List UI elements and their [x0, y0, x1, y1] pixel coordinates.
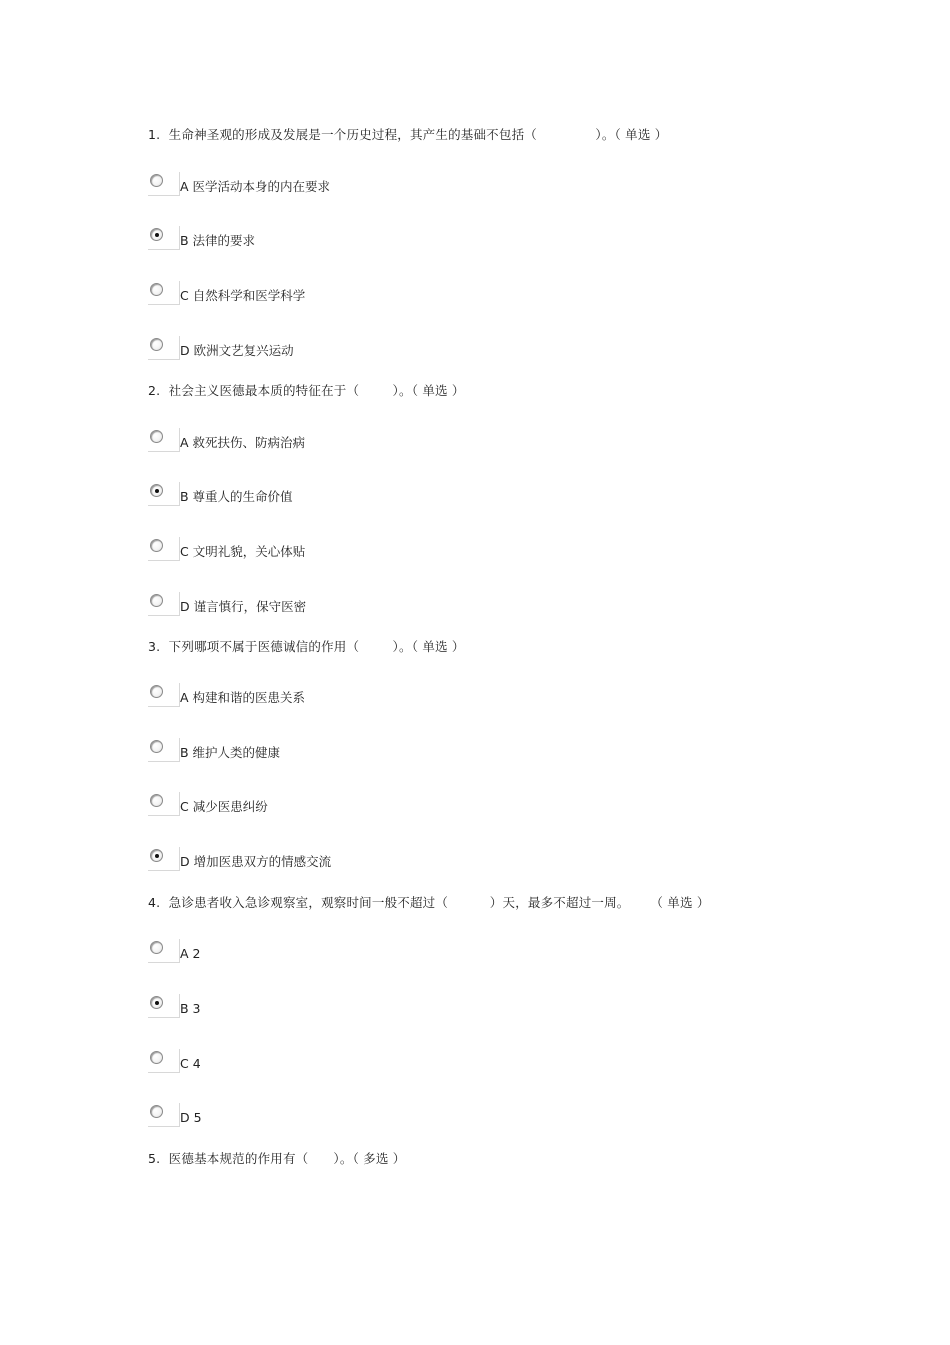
question-4-option-a[interactable] — [148, 939, 648, 967]
question-4-option-d[interactable] — [148, 1103, 648, 1131]
question-2-option-d[interactable] — [148, 592, 648, 620]
question-2-text: 2. 社会主义医德最本质的特征在于（ ）。（ 单选 ） — [148, 383, 465, 398]
option-label: B 法律的要求 — [180, 233, 256, 248]
question-5-text: 5. 医德基本规范的作用有（ ）。（ 多选 ） — [148, 1151, 406, 1166]
question-3-text: 3. 下列哪项不属于医德诚信的作用（ ）。（ 单选 ） — [148, 639, 465, 654]
option-label: C 减少医患纠纷 — [180, 799, 268, 814]
question-3-option-a[interactable] — [148, 683, 648, 711]
question-2-option-b[interactable] — [148, 482, 648, 510]
question-1-text: 1. 生命神圣观的形成及发展是一个历史过程，其产生的基础不包括（ ）。（ 单选 ） — [148, 127, 668, 142]
question-3-option-d[interactable] — [148, 847, 648, 875]
radio-button-icon[interactable] — [150, 1105, 163, 1118]
option-label: C 4 — [180, 1056, 201, 1071]
radio-button-checked-icon[interactable] — [150, 849, 163, 862]
radio-button-icon[interactable] — [150, 283, 163, 296]
radio-button-icon[interactable] — [150, 338, 163, 351]
radio-button-icon[interactable] — [150, 941, 163, 954]
question-1-option-b[interactable] — [148, 226, 648, 254]
quiz-page — [148, 0, 868, 1345]
option-label: D 谨言慎行，保守医密 — [180, 599, 307, 614]
question-1-option-d[interactable] — [148, 336, 648, 364]
radio-button-checked-icon[interactable] — [150, 484, 163, 497]
question-1-option-a[interactable] — [148, 172, 648, 200]
option-label: B 3 — [180, 1001, 201, 1016]
option-label: C 文明礼貌，关心体贴 — [180, 544, 306, 559]
option-label: D 5 — [180, 1110, 202, 1125]
option-label: A 救死扶伤、防病治病 — [180, 435, 306, 450]
radio-button-icon[interactable] — [150, 594, 163, 607]
question-3-option-b[interactable] — [148, 738, 648, 766]
option-label: C 自然科学和医学科学 — [180, 288, 306, 303]
question-4-option-b[interactable] — [148, 994, 648, 1022]
question-4-option-c[interactable] — [148, 1049, 648, 1077]
option-label: A 2 — [180, 946, 201, 961]
radio-button-icon[interactable] — [150, 740, 163, 753]
radio-button-checked-icon[interactable] — [150, 228, 163, 241]
option-label: B 尊重人的生命价值 — [180, 489, 293, 504]
question-1-option-c[interactable] — [148, 281, 648, 309]
radio-button-icon[interactable] — [150, 430, 163, 443]
question-3-option-c[interactable] — [148, 792, 648, 820]
radio-button-icon[interactable] — [150, 685, 163, 698]
radio-button-icon[interactable] — [150, 174, 163, 187]
question-2-option-a[interactable] — [148, 428, 648, 456]
option-label: D 增加医患双方的情感交流 — [180, 854, 332, 869]
option-label: B 维护人类的健康 — [180, 745, 281, 760]
option-label: A 构建和谐的医患关系 — [180, 690, 306, 705]
question-4-text: 4. 急诊患者收入急诊观察室，观察时间一般不超过（ ）天，最多不超过一周。 （ 单选 ） — [148, 895, 710, 910]
radio-button-checked-icon[interactable] — [150, 996, 163, 1009]
option-label: D 欧洲文艺复兴运动 — [180, 343, 294, 358]
radio-button-icon[interactable] — [150, 1051, 163, 1064]
radio-button-icon[interactable] — [150, 794, 163, 807]
radio-button-icon[interactable] — [150, 539, 163, 552]
option-label: A 医学活动本身的内在要求 — [180, 179, 331, 194]
question-2-option-c[interactable] — [148, 537, 648, 565]
